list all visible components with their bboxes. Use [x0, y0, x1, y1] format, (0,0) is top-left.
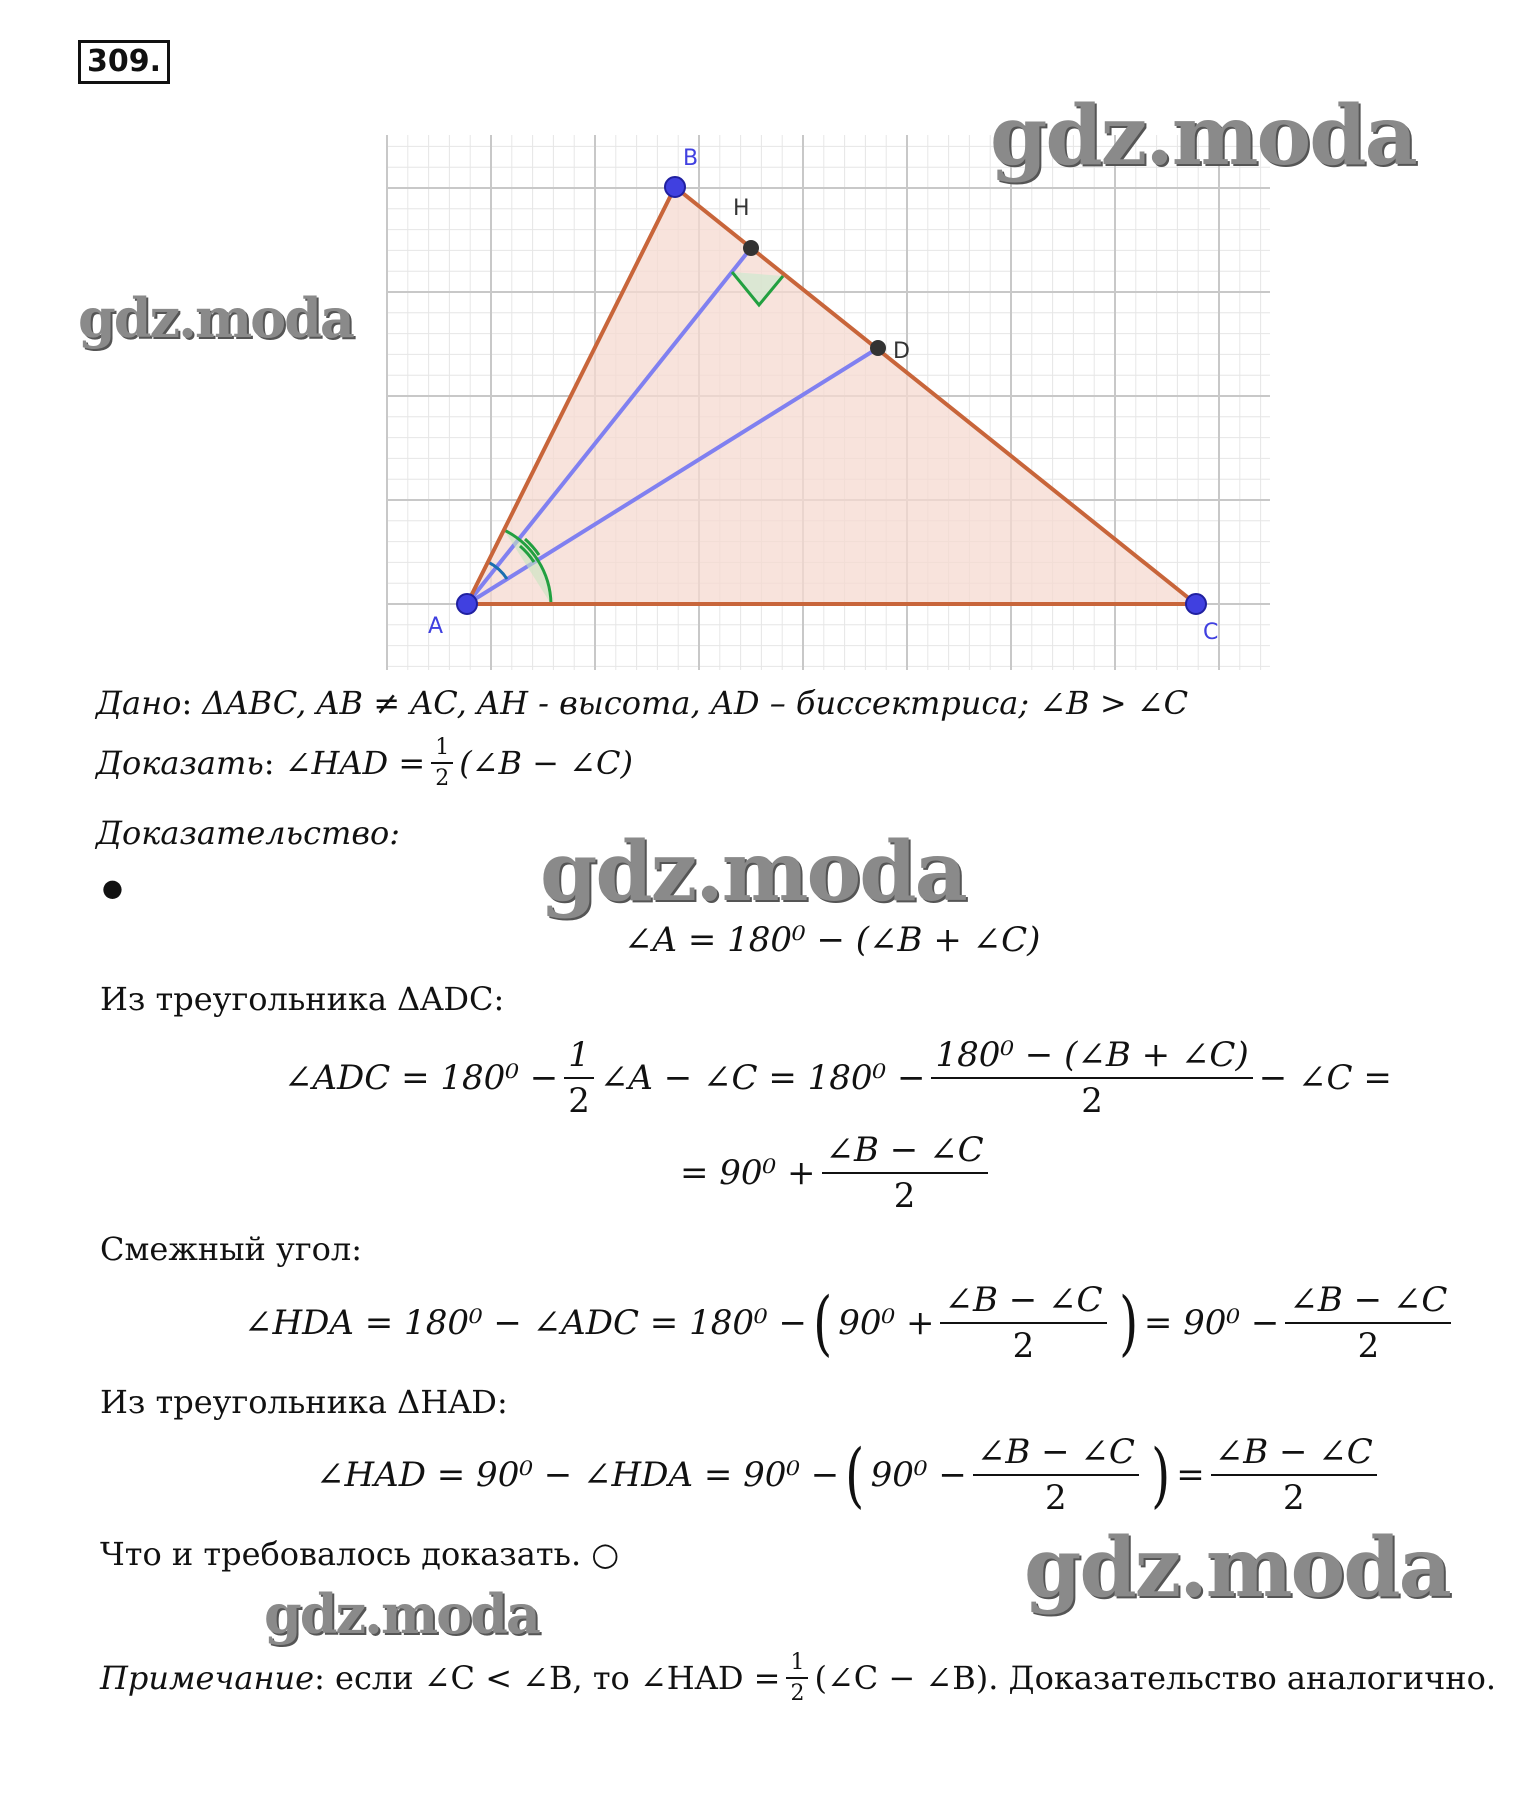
fraction-b-minus-c: $\frac{\angle B - \angle C}{2}$	[1211, 1432, 1377, 1518]
point-c	[1186, 594, 1206, 614]
label-b: B	[683, 146, 699, 171]
bullet: ●	[102, 874, 123, 902]
prove-fraction: $\frac{1}{2}$	[431, 735, 453, 791]
watermark: gdz.moda	[78, 286, 353, 350]
from-triangle-adc: Из треугольника ΔADC:	[100, 980, 505, 1018]
note-label: Примечание	[100, 1659, 315, 1697]
equation-adc-result: = 90⁰ + $\frac{\angle B - \angle C}{2}$	[680, 1130, 994, 1216]
equation-hda: ∠HDA = 180⁰ − ∠ADC = 180⁰ − ( 90⁰ + $\frac{\angle B - \angle C}{2}$ ) = 90⁰ − $\frac{\angle B - \angle C}{2}$	[244, 1280, 1457, 1366]
fraction-b-minus-c: $\frac{\angle B - \angle C}{2}$	[940, 1280, 1106, 1366]
point-d	[870, 340, 886, 356]
equation-angle-a: ∠A = 180⁰ − (∠B + ∠C)	[624, 920, 1041, 960]
fraction-b-minus-c: $\frac{\angle B - \angle C}{2}$	[973, 1432, 1139, 1518]
proof-label: Доказательство:	[96, 814, 401, 852]
label-a: A	[428, 614, 444, 639]
point-b	[665, 177, 685, 197]
label-h: H	[733, 196, 750, 221]
from-triangle-had: Из треугольника ΔHAD:	[100, 1383, 508, 1421]
fraction-half: $\frac{1}{2}$	[786, 1650, 808, 1706]
point-a	[457, 594, 477, 614]
given-text: ΔABC, AB ≠ AC, AH - высота, AD – биссектриса; ∠B > ∠C	[202, 684, 1189, 722]
fraction-b-minus-c: $\frac{\angle B - \angle C}{2}$	[1285, 1280, 1451, 1366]
prove-rhs: (∠B − ∠C)	[459, 744, 633, 782]
fraction-half: $\frac{1}{2}$	[564, 1035, 594, 1121]
problem-number: 309.	[78, 40, 170, 84]
watermark: gdz.moda	[540, 824, 966, 920]
fraction-b-minus-c: $\frac{\angle B - \angle C}{2}$	[822, 1130, 988, 1216]
given-line: Дано: ΔABC, AB ≠ AC, AH - высота, AD – биссектриса; ∠B > ∠C	[96, 684, 1189, 722]
given-label: Дано	[96, 684, 182, 722]
equation-adc: ∠ADC = 180⁰ − $\frac{1}{2}$ ∠A − ∠C = 180⁰ − $\frac{\text{180⁰ − (∠B + ∠C)}}{2}$ − ∠C =	[284, 1035, 1392, 1121]
fraction-180-minus: $\frac{\text{180⁰ − (∠B + ∠C)}}{2}$	[931, 1035, 1252, 1121]
prove-lhs: ∠HAD =	[284, 744, 426, 782]
point-h	[743, 240, 759, 256]
watermark: gdz.moda	[264, 1582, 539, 1646]
equation-had: ∠HAD = 90⁰ − ∠HDA = 90⁰ − ( 90⁰ − $\frac{\angle B - \angle C}{2}$ ) = $\frac{\angle B - \angle C}{2}$	[316, 1432, 1383, 1518]
prove-label: Доказать	[96, 744, 264, 782]
note-line: Примечание : если ∠C < ∠B, то ∠HAD = $\frac{1}{2}$ (∠C − ∠B). Доказательство аналогично.	[100, 1650, 1496, 1706]
adjacent-angle-label: Смежный угол:	[100, 1230, 363, 1268]
triangle-figure	[380, 135, 1280, 675]
label-c: C	[1203, 620, 1219, 645]
label-d: D	[893, 339, 910, 364]
watermark: gdz.moda	[1024, 1520, 1450, 1616]
prove-line: Доказать : ∠HAD = $\frac{1}{2}$ (∠B − ∠C)	[96, 735, 633, 791]
watermark: gdz.moda	[990, 88, 1416, 184]
qed-line: Что и требовалось доказать. ○	[100, 1535, 620, 1573]
